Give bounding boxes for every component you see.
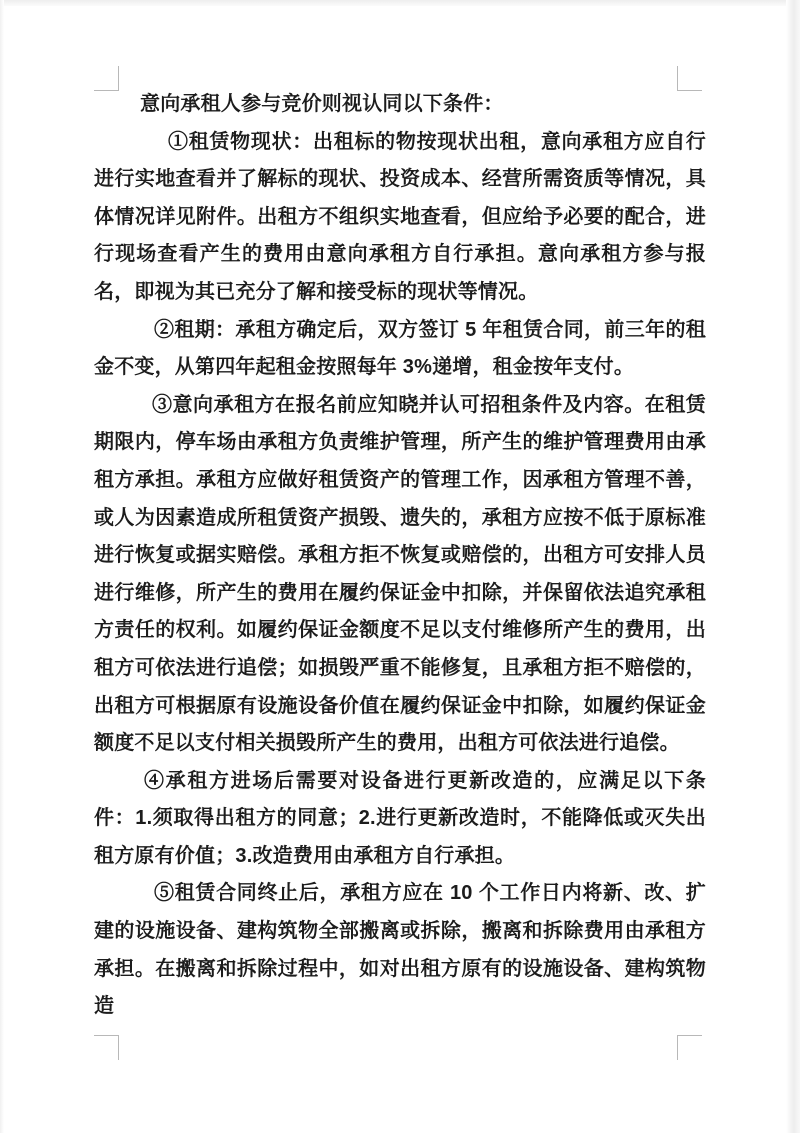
crop-mark-bottom-right [677, 1035, 702, 1060]
document-body [94, 86, 706, 1026]
paragraph-intro: 意向承租人参与竞价则视认同以下条件： [140, 93, 504, 115]
page-edge-right [786, 0, 800, 1133]
crop-mark-bottom-left [94, 1035, 119, 1060]
paragraph-item-5: ⑤租赁合同终止后，承租方应在 10 个工作日内将新、改、扩建的设施设备、建构筑物全部搬离或拆除，搬离和拆除费用由承租方承担。在搬离和拆除过程中，如对出租方原有的设施设备、建构筑物造 [94, 882, 706, 1018]
paragraph-item-2: ②租期：承租方确定后，双方签订 5 年租赁合同，前三年的租金不变，从第四年起租金按照每年 3%递增，租金按年支付。 [94, 318, 706, 379]
paragraph-item-1: ①租赁物现状：出租标的物按现状出租，意向承租方应自行进行实地查看并了解标的现状、投资成本、经营所需资质等情况，具体情况详见附件。出租方不组织实地查看，但应给予必要的配合，进行现场查看产生的费用由意向承租方自行承担。意向承租方参与报名，即视为其已充分了解和接受标的现状等情况。 [94, 130, 706, 303]
page-edge-top [0, 0, 800, 6]
page-edge-left [0, 0, 4, 1133]
paragraph-item-4: ④承租方进场后需要对设备进行更新改造的，应满足以下条件：1.须取得出租方的同意；2.进行更新改造时，不能降低或灭失出租方原有价值；3.改造费用由承租方自行承担。 [94, 769, 706, 867]
paragraph-item-3: ③意向承租方在报名前应知晓并认可招租条件及内容。在租赁期限内，停车场由承租方负责维护管理，所产生的维护管理费用由承租方承担。承租方应做好租赁资产的管理工作，因承租方管理不善，或人为因素造成所租赁资产损毁、遗失的，承租方应按不低于原标准进行恢复或据实赔偿。承租方拒不恢复或赔偿的，出租方可安排人员进行维修，所产生的费用在履约保证金中扣除，并保留依法追究承租方责任的权利。如履约保证金额度不足以支付维修所产生的费用，出租方可依法进行追偿；如损毁严重不能修复，且承租方拒不赔偿的，出租方可根据原有设施设备价值在履约保证金中扣除，如履约保证金额度不足以支付相关损毁所产生的费用，出租方可依法进行追偿。 [94, 393, 706, 755]
